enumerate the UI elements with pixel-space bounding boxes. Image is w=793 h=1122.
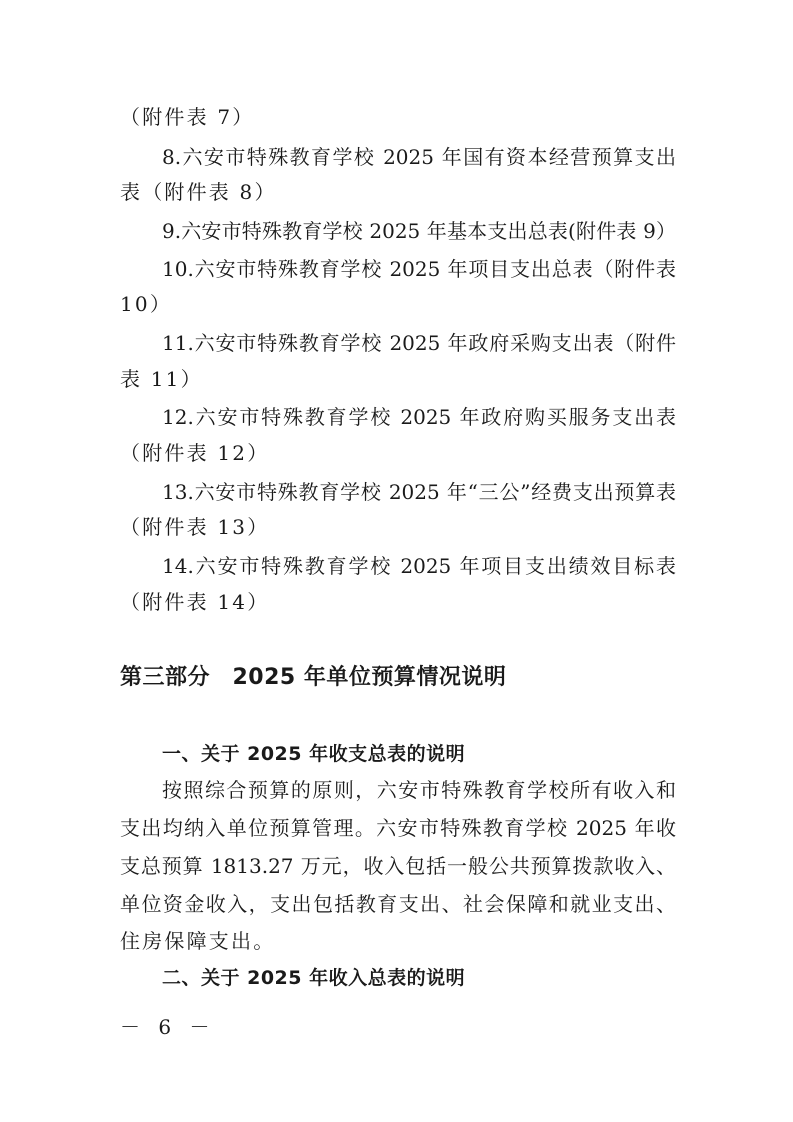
list-item-10-line-2: 10） bbox=[120, 292, 173, 316]
list-item-8-line-2: 表（附件表 8） bbox=[120, 180, 277, 204]
list-item-14-line-1: 14.六安市特殊教育学校 2025 年项目支出绩效目标表 bbox=[162, 554, 676, 578]
list-item-8-line-1: 8.六安市特殊教育学校 2025 年国有资本经营预算支出 bbox=[162, 145, 676, 169]
section-1-heading: 一、关于 2025 年收支总表的说明 bbox=[162, 743, 466, 765]
section-1-paragraph-line-2: 支出均纳入单位预算管理。六安市特殊教育学校 2025 年收 bbox=[120, 816, 676, 840]
section-2-heading: 二、关于 2025 年收入总表的说明 bbox=[162, 967, 466, 989]
section-1-paragraph-line-3: 支总预算 1813.27 万元，收入包括一般公共预算拨款收入、 bbox=[120, 854, 676, 878]
list-item-12-line-2: （附件表 12） bbox=[120, 441, 270, 465]
list-item-13-line-2: （附件表 13） bbox=[120, 515, 270, 539]
list-item-12-line-1: 12.六安市特殊教育学校 2025 年政府购买服务支出表 bbox=[162, 405, 676, 429]
section-1-paragraph-line-4: 单位资金收入，支出包括教育支出、社会保障和就业支出、 bbox=[120, 892, 676, 916]
list-item-7-continuation: （附件表 7） bbox=[120, 105, 255, 129]
list-item-11-line-1: 11.六安市特殊教育学校 2025 年政府采购支出表（附件 bbox=[162, 331, 676, 355]
list-item-13-line-1: 13.六安市特殊教育学校 2025 年“三公”经费支出预算表 bbox=[162, 480, 676, 504]
list-item-14-line-2: （附件表 14） bbox=[120, 590, 270, 614]
list-item-11-line-2: 表 11） bbox=[120, 367, 203, 391]
section-1-paragraph-line-5: 住房保障支出。 bbox=[120, 929, 276, 953]
list-item-10-line-1: 10.六安市特殊教育学校 2025 年项目支出总表（附件表 bbox=[162, 257, 676, 281]
list-item-9-line-1: 9.六安市特殊教育学校 2025 年基本支出总表(附件表 9） bbox=[162, 219, 676, 243]
page-number: － 6 － bbox=[120, 1015, 216, 1039]
part-heading: 第三部分 2025 年单位预算情况说明 bbox=[120, 665, 507, 690]
section-1-paragraph-line-1: 按照综合预算的原则，六安市特殊教育学校所有收入和 bbox=[162, 778, 676, 802]
